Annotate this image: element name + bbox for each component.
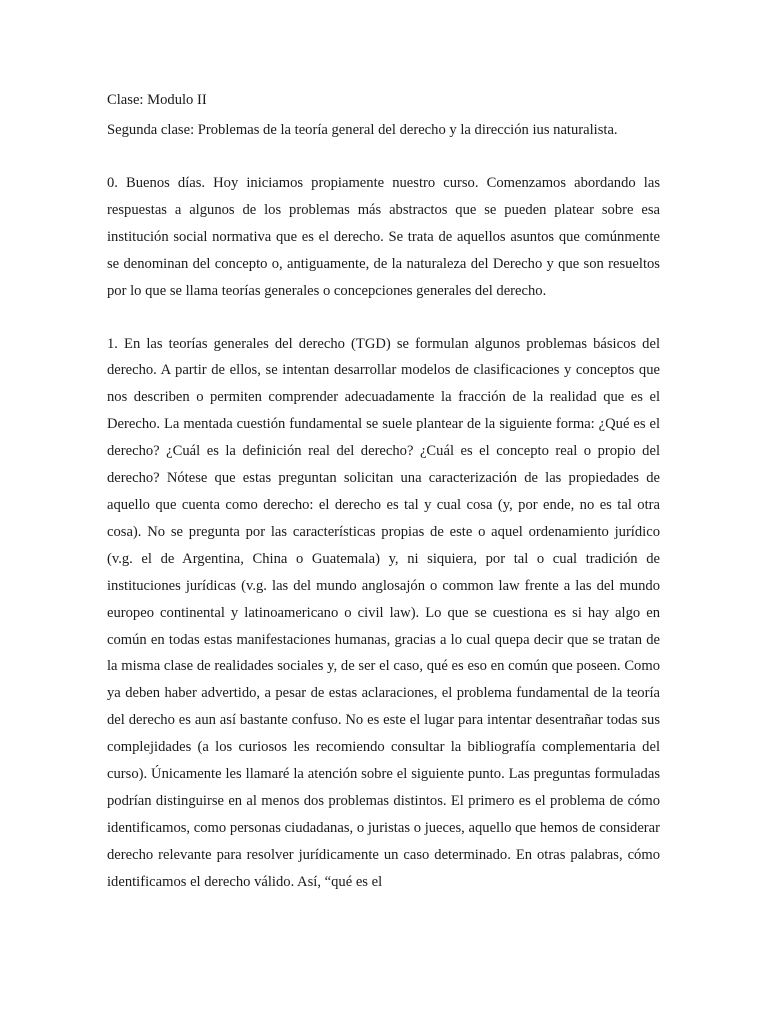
document-page	[107, 90, 660, 896]
document-title: Clase: Modulo II	[107, 92, 207, 108]
paragraph-0: 0. Buenos días. Hoy iniciamos propiamente nuestro curso. Comenzamos abordando las respuestas a algunos de los problemas más abstractos que se pueden platear sobre esa institución social normativa que es el derecho. Se trata de aquellos asuntos que comúnmente se denominan del concepto o, antiguamente, de la naturaleza del Derecho y que son resueltos por lo que se llama teorías generales o concepciones generales del derecho.	[107, 175, 660, 299]
paragraph-1: 1. En las teorías generales del derecho (TGD) se formulan algunos problemas básicos del derecho. A partir de ellos, se intentan desarrollar modelos de clasificaciones y conceptos que nos describen o permiten comprender adecuadamente la fracción de la realidad que es el Derecho. La mentada cuestión fundamental se suele plantear de la siguiente forma: ¿Qué es el derecho? ¿Cuál es la definición real del derecho? ¿Cuál es el concepto real o propio del derecho? Nótese que estas preguntan solicitan una caracterización de las propiedades de aquello que cuenta como derecho: el derecho es tal y cual cosa (y, por ende, no es tal otra cosa). No se pregunta por las características propias de este o aquel ordenamiento jurídico (v.g. el de Argentina, China o Guatemala) y, ni siquiera, por tal o cual tradición de instituciones jurídicas (v.g. las del mundo anglosajón o common law frente a las del mundo europeo continental y latinoamericano o civil law). Lo que se cuestiona es si hay algo en común en todas estas manifestaciones humanas, gracias a lo cual quepa decir que se tratan de la misma clase de realidades sociales y, de ser el caso, qué es eso en común que poseen. Como ya deben haber advertido, a pesar de estas aclaraciones, el problema fundamental de la teoría del derecho es aun así bastante confuso. No es este el lugar para intentar desentrañar todas sus complejidades (a los curiosos les recomiendo consultar la bibliografía complementaria del curso). Únicamente les llamaré la atención sobre el siguiente punto. Las preguntas formuladas podrían distinguirse en al menos dos problemas distintos. El primero es el problema de cómo identificamos, como personas ciudadanas, o juristas o jueces, aquello que hemos de considerar derecho relevante para resolver jurídicamente un caso determinado. En otras palabras, cómo identificamos el derecho válido. Así, “qué es el	[107, 335, 660, 890]
document-subtitle: Segunda clase: Problemas de la teoría general del derecho y la dirección ius naturalista.	[107, 122, 618, 138]
